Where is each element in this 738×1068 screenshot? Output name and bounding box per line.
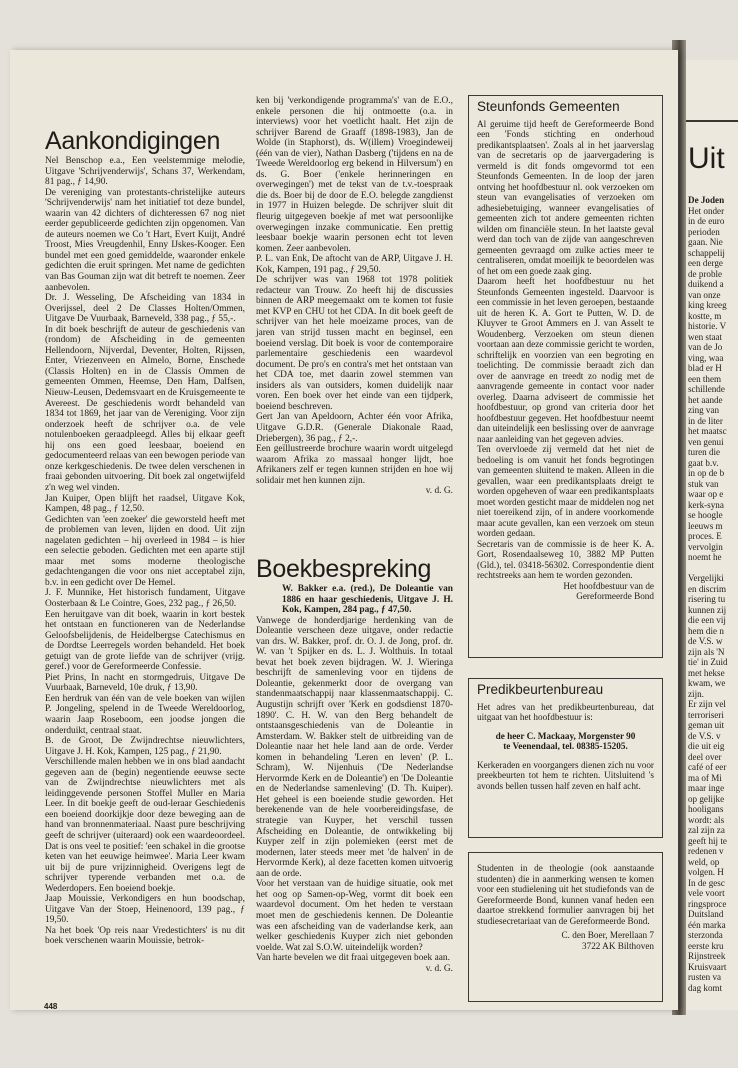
next-page-line: het aande [688, 394, 723, 405]
next-page-line [688, 563, 738, 574]
next-page-line: die een vij [688, 615, 726, 625]
middle-paragraph: De schrijver was van 1968 tot 1978 politiek redacteur van Trouw. Zo heeft hij de discussies binnen de ARP meegemaakt om te komen tot fusie met KVP en CHU tot het CDA. In dit boek geeft de schrijver van het hele moeizame proces, van de jaren van strijd tussen macht en beginsel, een boeiend verslag. Dit boek is voor de contemporaire parlementaire geschiedenis een waardevol document. De pro's en contra's met het ontstaan van het CDA toe, met daarin zowel stemmen van insiders als van outsiders, komen duidelijk naar voren. Een boek over het einde van een tijdperk, boeiend beschreven. [256, 275, 453, 412]
next-page-line: geeft hij te [688, 835, 727, 846]
next-page-line: een them [688, 373, 722, 384]
announcement-paragraph: Een heruitgave van dit boek, waarin in kort bestek het ontstaan en functioneren van de Nederlandse Geloofsbelijdenis, de Heidelbergse Catechismus en de Dordtse Leerregels worden behandeld. Het boek getuigt van de grote liefde van de schrijver (vrijg. geref.) voor de Gereformeerde Confessie. [45, 609, 245, 673]
next-page-line: hooligans [688, 804, 724, 814]
announcement-paragraph: Jan Kuiper, Open blijft het raadsel, Uitgave Kok, Kampen, 48 pag., ƒ 12,50. [45, 493, 245, 515]
predikbeurten-address-1: de heer C. Mackaay, Morgenster 90 [495, 730, 636, 741]
next-page-line: in op de b [688, 468, 725, 478]
predikbeurten-address-2: te Veenendaal, tel. 08385-15205. [503, 741, 628, 751]
announcement-paragraph: Na het boek 'Op reis naar Vredestichters' is nu dit boek verschenen waarin Mouissie, betrok- [45, 925, 245, 947]
steunfonds-signoff-2: Gereformeerde Bond [576, 591, 654, 601]
next-page-line: Vergelijki [688, 573, 724, 583]
next-page-line: Rijnstreek [688, 951, 726, 961]
review-paragraph: Voor het verstaan van de huidige situatie, ook met het oog op Samen-op-Weg, vormt dit boek een waardevol document. Om het heden te verstaan moet men de geschiedenis kennen. De Doleantie was een afscheiding van de vaderlandse kerk, aan welker geschiedenis Kuyper zich niet gebonden voelde. Wat zal S.O.W. uiteindelijk worden? [256, 879, 453, 953]
review-signature: v. d. G. [425, 963, 453, 974]
next-page-line: zijn als 'N [688, 646, 725, 657]
next-page-line: wen staat [688, 331, 723, 342]
studenten-sign-2: 3722 AK Bilthoven [582, 940, 654, 951]
steunfonds-paragraph: Al geruime tijd heeft de Gereformeerde Bond een 'Fonds stichting en onderhoud predikantsplaatsen'. Zoals al in het jaarverslag van de secretaris op de jaarvergadering is vermeld is dit fonds omgevormd tot een Steunfonds Gemeenten. In de loop der jaren ontving het hoofdbestuur nl. ook verzoeken om steun van evangelisaties of verzoeken om adhesiebetuiging, wanneer evangelisaties of gemeenten zich tot andere gemeenten richten wilden om financiële steun. In het laatste geval werd dan toch van de zijde van aangeschreven gemeenten gevraagd om zulke acties meer te centraliseren, omdat moeilijk te beoordelen was of het om een goede zaak ging. [477, 118, 654, 276]
announcement-paragraph: Gedichten van 'een zoeker' die geworsteld heeft met de problemen van leven, lijden en dood. Uit zijn nagelaten gedichten – hij overleed in 1984 – is hier een selectie geboden. Gedichten met een aparte stijl maar met soms moderne theologische gedachtengangen die voor ons niet acceptabel zijn, b.v. in een gedicht over De Hemel. [45, 514, 245, 588]
middle-paragraph: Gert Jan van Apeldoorn, Achter één voor Afrika, Uitgave G.D.R. (Generale Diakonale Raad, Driebergen), 36 pag., ƒ 2,-. [256, 412, 453, 444]
steunfonds-text [477, 119, 654, 581]
next-page-line: perioden [688, 226, 720, 237]
next-page-line: die uit eig [688, 741, 725, 751]
next-page-line: ven genui [688, 436, 724, 447]
next-page-line: zijn. [688, 688, 704, 699]
review-paragraph: Vanwege de honderdjarige herdenking van de Doleantie verscheen deze uitgave, onder redactie van drs. W. Bakker, prof. dr. O. J. de Jong, prof. dr. W. van 't Spijker en ds. L. J. Wolthuis. In totaal bevat het boek zeven bijdragen. W. J. Wieringa beschrijft de samenleving voor en tijdens de Doleantie, gekenmerkt door de overgang van standenmaatschappij naar klassenmaatschappij. C. Augustijn schrijft over 'Kerk en godsdienst 1870-1890'. C. H. W. van den Berg behandelt de ontstaansgeschiedenis van de Doleantie in Amsterdam. W. Bakker stelt de uitbreiding van de Doleantie naar het hele land aan de orde. Verder komen in behandeling 'Leren en leven' (P. L. Schram), W. Nijenhuis ('De Nederlandse Hervormde Kerk en de Doleantie') en 'De Doleantie en de Nederlandse samenleving' (D. Th. Kuiper). Het geheel is een boeiende studie geworden. Het berekenende van de hele voorbereidingsfase, de strategie van Kuyper, het verschil tussen Afscheiding en Doleantie, de ontwikkeling bij Kuyper zelf in zijn polemieken (eerst met de modernen, later steeds meer met 'de halven' in de Hervormde Kerk), al deze facetten komen uitvoerig aan de orde. [256, 615, 453, 879]
middle-text [256, 96, 453, 486]
announcement-paragraph: Een herdruk van één van de vele boeken van wijlen P. Jongeling, spelend in de Tweede Wereldoorlog, waarin Jaap Roseboom, een joodse jongen die onderduikt, centraal staat. [45, 693, 245, 736]
next-page-line: zal zijn za [688, 825, 725, 835]
middle-paragraph: ken bij 'verkondigende programma's' van de E.O., enkele personen die hij ontmoette (o.a. in interviews) voor het voetlicht haalt. Het zijn de schrijver Barend de Graaff (1898-1983), Jan de Wolde (in Staphorst), ds. W(illem) Vroegindeweij (één van de vier), Nathan Dasberg ('tijdens en na de Tweede Wereldoorlog erg bekend in Hilversum') en ds. G. Boer ('enkele herinneringen en overwegingen') met de tekst van de t.v.-toespraak die ds. Boer bij de door de E.O. belegde zangdienst in 1977 in Huizen belegde. De schrijver sluit dit fleurig uitgegeven boekje af met wat persoonlijke overwegingen inzake communicatie. Een prettig leesbaar boekje waarin personen echt tot leven komen. Zeer aanbevolen. [256, 96, 453, 254]
next-page-line: historie. V [688, 321, 727, 331]
next-page-line: waar op e [688, 489, 724, 499]
next-page-line: vele voort [688, 888, 725, 898]
announcement-paragraph: In dit boek beschrijft de auteur de geschiedenis van (rondom) de Afscheiding in de gemeenten Hellendoorn, Nijverdal, Deventer, Holten, Rijssen, Enter, Vriezenveen en Almelo, Borne, Enschede (Classis Holten) en in de Classis Ommen de gemeenten Ommen, Heemse, Den Ham, Dalfsen, Nieuw-Leusen, Dedemsvaart en de Kruisgemeente te Avereest. De geschiedenis wordt behandeld van 1834 tot 1869, het jaar van de Vereniging. Voor zijn onderzoek heeft de schrijver o.a. de vele notulenboeken geraadpleegd. Alles bij elkaar geeft hij ons een goed leesbaar, boeiend en gedocumenteerd relaas van een bewogen periode van onze kerkgeschiedenis. De twee delen verschenen in fraai gebonden uitvoering. Dit boek zal ongetwijfeld z'n weg wel vinden. [45, 324, 245, 493]
next-page-line: vervolgin [688, 541, 723, 552]
announcement-paragraph: Piet Prins, In nacht en stormgedruis, Uitgave De Vuurbaak, Barneveld, 10e druk, ƒ 13,90. [45, 672, 245, 694]
announcements-list [45, 156, 245, 947]
next-page-line: café of eer [688, 762, 727, 772]
announcement-paragraph: Verschillende malen hebben we in ons blad aandacht gegeven aan de (begin) negentiende eeuwse secte van de Zwijndrechtse nieuwlichters met als leidinggevende personen Stoffel Muller en Maria Leer. In dit boekje geeft de oud-leraar Geschiedenis een boeiend doorkijkje door deze beweging aan de hand van bronnenmateriaal. Naast pure beschrijving geeft de schrijver (uiteraard) ook een waardeoordeel. Dat is ons veel te positief: 'een schakel in die grootse keten van het eeuwige heimwee'. Maria Leer kwam uit bij de pure vrijzinnigheid. Overigens legt de schrijver typerende verbanden met o.a. de Wederdopers. Een boeiend boekje. [45, 757, 245, 894]
next-page-line: leeuws m [688, 520, 723, 531]
announcement-paragraph: B. de Groot, De Zwijndrechtse nieuwlichters, Uitgave J. H. Kok, Kampen, 125 pag., ƒ 21,90. [45, 736, 245, 757]
announcement-paragraph: J. F. Munnike, Het historisch fundament, Uitgave Oosterbaan & Le Cointre, Goes, 232 pag., ƒ 26,50. [45, 588, 245, 609]
next-page-line: geman uit [688, 720, 725, 730]
next-page-line: in de liter [688, 415, 723, 426]
steunfonds-signoff-1: Het hoofdbestuur van de [563, 580, 654, 591]
next-page-line: met hekse [688, 667, 725, 678]
next-page-line: de proble [688, 268, 723, 279]
next-page-line: duikend a [688, 279, 724, 289]
next-page-line: hem die n [688, 625, 724, 636]
steunfonds-box [468, 95, 663, 658]
next-page-line: proces. E [688, 531, 722, 541]
steunfonds-paragraph: Ten overvloede zij vermeld dat het niet de bedoeling is om vanuit het fonds begrotingen van gemeenten sluitend te maken. Alleen in die gevallen, waar een predikantsplaats dreigt te worden opgeheven of waar een predikantsplaats moet worden gesticht maar de middelen nog net niet toereikend zijn, of in andere voorkomende maar acute gevallen, kan een verzoek om steun worden gedaan. [477, 444, 654, 538]
next-page-line: rusten va [688, 972, 722, 982]
next-page-line: van de Jo [688, 342, 723, 352]
next-page-line: kunnen zij [688, 604, 727, 615]
next-page-line: het maatsc [688, 426, 727, 436]
next-page [686, 60, 738, 1010]
next-page-line: op gelijke [688, 793, 725, 804]
next-page-line: de V.S. w [688, 636, 723, 646]
next-page-line: De Joden [688, 195, 725, 205]
next-page-line: risering tu [688, 594, 726, 604]
next-page-line: wordt: als [688, 814, 725, 825]
review-heading: Boekbespreking [256, 555, 432, 583]
next-page-line: één marka [688, 919, 726, 930]
next-page-line: se hoogle [688, 510, 723, 520]
studenten-body: Studenten in de theologie (ook aanstaande studenten) die in aanmerking wensen te komen voor een studielening uit het studiefonds van de Gereformeerde Bond, kunnen vanaf heden een daartoe strekkend formulier aanvragen bij het studiesecretariaat van de Gereformeerde Bond. [477, 863, 654, 926]
next-page-title: Uit [688, 142, 725, 175]
next-page-line: gaan. Nie [688, 237, 723, 247]
steunfonds-paragraph: Secretaris van de commissie is de heer K. A. Gort, Rosendaalseweg 10, 3882 MP Putten (Gld.), tel. 03418-56302. Correspondentie dient rechtstreeks aan hem te worden gezonden. [477, 538, 654, 580]
book-review [256, 556, 453, 974]
predikbeurten-intro: Het adres van het predikbeurtenbureau, dat uitgaat van het hoofdbestuur is: [477, 701, 654, 722]
announcement-paragraph: Dr. J. Wesseling, De Afscheiding van 1834 in Overijssel, deel 2 De Classes Holten/Ommen, Uitgave De Vuurbaak, Barneveld, 338 pag., ƒ 55,-. [45, 293, 245, 325]
next-page-line: turen die [688, 447, 721, 457]
next-page-line: eerste kru [688, 940, 724, 951]
next-page-line: gaat b.v. [688, 457, 719, 468]
predikbeurten-title: Predikbeurtenbureau [477, 682, 604, 697]
studenten-sign-1: C. den Boer, Merellaan 7 [561, 930, 654, 940]
next-page-line: tie' in Zuid [688, 657, 728, 667]
next-page-line: en discrim [688, 583, 727, 594]
next-page-line: zing van [688, 405, 720, 415]
next-page-line: Duitsland [688, 909, 724, 919]
next-page-line: In de gesc [688, 877, 725, 888]
next-page-line: maar inge [688, 783, 725, 793]
studenten-box [468, 852, 663, 1002]
next-page-line: dag komt [688, 982, 723, 993]
next-page-line: weld, op [688, 856, 720, 867]
steunfonds-title: Steunfonds Gemeenten [477, 99, 620, 114]
middle-paragraph: P. L. van Enk, De aftocht van de ARP, Uitgave J. H. Kok, Kampen, 191 pag., ƒ 29,50. [256, 254, 453, 275]
next-page-rule [686, 120, 738, 122]
announcement-paragraph: Nel Benschop e.a., Een veelstemmige melodie, Uitgave 'Schrijvenderwijs', Schans 37, Werkendam, 81 pag., ƒ 14,90. [45, 156, 245, 188]
next-page-line: blad er H [688, 363, 722, 373]
next-page-line: de V.S. v [688, 730, 721, 741]
next-page-line: king kreeg [688, 300, 727, 310]
middle-signature: v. d. G. [425, 486, 453, 497]
next-page-line: schillende [688, 384, 725, 394]
page-number: 448 [44, 1002, 58, 1011]
next-page-line: Er zijn vel [688, 699, 726, 709]
next-page-line: noemt he [688, 552, 722, 562]
next-page-line: Kruisvaart [688, 961, 727, 972]
predikbeurten-box [468, 678, 663, 838]
next-page-line: terroriseri [688, 709, 724, 720]
middle-paragraph: Een geïllustreerde brochure waarin wordt uitgelegd waarom Afrika zo massaal honger lijdt, hoe Afrikaners zelf er tegen kunnen strijden en hoe wij solidair met hen kunnen zijn. [256, 444, 453, 486]
next-page-line: stuk van [688, 478, 719, 489]
announcements-heading: Aankondigingen [45, 127, 221, 155]
announcement-paragraph: De vereniging van protestants-christelijke auteurs 'Schrijvenderwijs' nam het initiatief tot deze bundel, waarin van 42 dichters of dichteressen 67 nog niet eerder gepubliceerde gedichten zijn opgenomen. Van de auteurs noemen we Co 't Hart, Evert Kuijt, André Troost, Mies Vreugdenhil, Enny IJskes-Kooger. Een bundel met een goed gemiddelde, waaronder enkele gedichten die eruit springen. Met name de gedichten van Bas Gouman zijn wat dit betreft te noemen. Zeer aanbevolen. [45, 187, 245, 293]
predikbeurten-body: Kerkeraden en voorgangers dienen zich nu voor preekbeurten tot hem te richten. Uitsluitend 's avonds bellen tussen half zeven en half acht. [477, 759, 654, 791]
next-page-text [688, 195, 738, 993]
announcement-paragraph: Jaap Mouissie, Verkondigers en hun boodschap, Uitgave Van der Stoep, Heinenoord, 139 pag., ƒ 19,50. [45, 894, 245, 926]
next-page-line: kwam, we [688, 678, 726, 688]
next-page-line: schappelij [688, 247, 725, 258]
next-page-line: ringsproce [688, 898, 727, 909]
middle-column [256, 96, 453, 497]
next-page-line: een derge [688, 258, 723, 268]
steunfonds-paragraph: Daarom heeft het hoofdbestuur nu het Steunfonds Gemeenten ingesteld. Daarvoor is een commissie in het leven geroepen, bestaande uit de heren K. A. Gort te Putten, W. D. de Kluyver te Groot Ammers en J. van Asselt te Woudenberg. Verzoeken om steun dienen voortaan aan deze commissie gericht te worden, schriftelijk en voorzien van een begroting en toelichting. De commissie beraadt zich dan over de aanvrage en treedt zo nodig met de aanvragende gemeente in contact voor nader overleg. Daarna adviseert de commissie het hoofdbestuur, op grond van criteria door het hoofdbestuur gegeven. Het hoofdbestuur neemt dan uiteindelijk een beslissing over de aanvrage naar aanleiding van het gegeven advies. [477, 276, 654, 444]
next-page-line: kostte, m [688, 310, 722, 321]
review-paragraph: Van harte bevelen we dit fraai uitgegeven boek aan. [256, 953, 450, 964]
next-page-line: kerk-syna [688, 499, 724, 510]
review-text [256, 616, 453, 964]
next-page-line: deel over [688, 751, 722, 762]
next-page-line: van onze [688, 289, 721, 300]
announcements-column [45, 128, 245, 947]
next-page-line: sterzonda [688, 930, 723, 940]
review-subheading: W. Bakker e.a. (red.), De Doleantie van 1886 en haar geschiedenis, Uitgave J. H. Kok, Kampen, 284 pag., ƒ 47,50. [282, 584, 453, 616]
next-page-line: ma of Mi [688, 772, 722, 783]
next-page-line: in de euro [688, 216, 725, 226]
next-page-line: volgen. H [688, 867, 724, 877]
next-page-line: ving, waa [688, 352, 724, 363]
next-page-line: redenen v [688, 846, 724, 856]
next-page-line: Het onder [688, 205, 725, 216]
